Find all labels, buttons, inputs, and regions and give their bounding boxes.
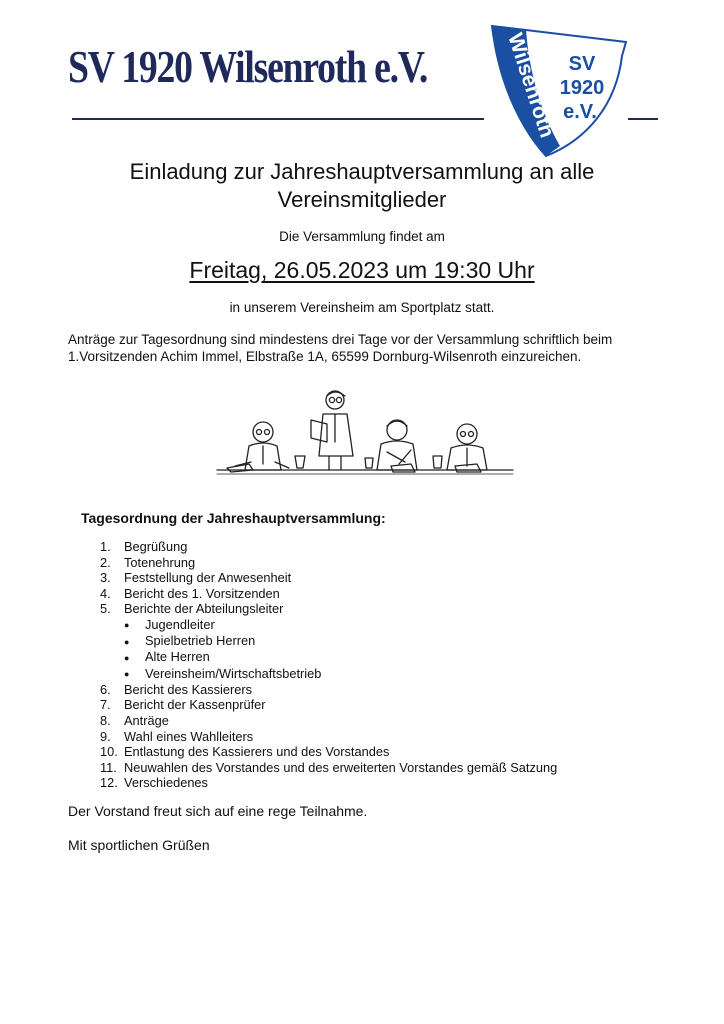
agenda-item — [100, 744, 680, 760]
header-rule-right — [628, 118, 658, 120]
agenda-item-label: Anträge — [124, 712, 169, 728]
bullet-icon: ● — [124, 669, 130, 680]
agenda-item — [100, 775, 680, 791]
bullet-icon: ● — [124, 620, 130, 631]
agenda-item-label: Bericht des Kassierers — [124, 681, 253, 697]
agenda-item-label: Verschiedenes — [124, 775, 208, 791]
meeting-location: in unserem Vereinsheim am Sportplatz statt. — [229, 300, 495, 315]
agenda-item-number: 1. — [100, 539, 111, 554]
crest-line3: e.V. — [563, 101, 597, 123]
agenda-item-label: Entlastung des Kassierers und des Vorstandes — [124, 744, 390, 760]
agenda-subitem-label: Jugendleiter — [145, 616, 215, 632]
agenda-item — [100, 760, 680, 776]
agenda-subitem-label: Alte Herren — [145, 649, 210, 665]
agenda-item-number: 9. — [100, 728, 111, 744]
agenda-item — [100, 586, 680, 602]
agenda-item — [100, 570, 680, 586]
agenda-item — [100, 729, 680, 745]
club-crest-logo — [486, 22, 632, 160]
agenda-item-number: 2. — [100, 554, 111, 570]
agenda-title: Tagesordnung der Jahreshauptversammlung: — [81, 510, 386, 526]
bullet-icon: ● — [124, 652, 130, 663]
agenda-subitem — [100, 666, 680, 682]
heading-line-1: Einladung zur Jahreshauptversammlung an alle — [129, 159, 595, 184]
agenda-subitem — [100, 617, 680, 633]
agenda-item-label: Wahl eines Wahlleiters — [124, 728, 254, 744]
greeting-line: Mit sportlichen Grüßen — [68, 837, 210, 853]
agenda-item-label: Neuwahlen des Vorstandes und des erweiterten Vorstandes gemäß Satzung — [124, 759, 558, 775]
agenda-item-number: 12. — [100, 775, 118, 791]
agenda-item — [100, 601, 680, 617]
agenda-item-number: 11. — [100, 759, 117, 775]
agenda-item — [100, 682, 680, 698]
agenda-subitem-label: Vereinsheim/Wirtschaftsbetrieb — [145, 665, 322, 681]
agenda-subitem — [100, 633, 680, 649]
invitation-heading — [60, 158, 664, 214]
crest-side-text: Wilsenroth — [503, 30, 559, 141]
agenda-list — [100, 539, 680, 791]
agenda-item-number: 6. — [100, 681, 111, 697]
header-rule-left — [72, 118, 484, 120]
club-name: SV 1920 Wilsenroth e.V. — [68, 41, 428, 92]
agenda-subitem-label: Spielbetrieb Herren — [145, 633, 256, 649]
agenda-item-label: Bericht des 1. Vorsitzenden — [124, 585, 280, 601]
crest-line2: 1920 — [559, 77, 605, 99]
agenda-item-number: 10. — [100, 744, 118, 760]
meeting-date: Freitag, 26.05.2023 um 19:30 Uhr — [189, 257, 535, 283]
agenda-subitem — [100, 649, 680, 665]
closing-line: Der Vorstand freut sich auf eine rege Teilnahme. — [68, 803, 368, 819]
agenda-item — [100, 697, 680, 713]
bullet-icon: ● — [124, 636, 130, 647]
agenda-item-number: 5. — [100, 601, 111, 617]
heading-line-2: Vereinsmitglieder — [277, 187, 447, 212]
meeting-intro: Die Versammlung findet am — [279, 229, 445, 244]
agenda-item — [100, 555, 680, 571]
agenda-item-number: 8. — [100, 712, 111, 728]
agenda-item-label: Feststellung der Anwesenheit — [124, 570, 292, 586]
agenda-item-number: 3. — [100, 570, 111, 586]
agenda-item-label: Berichte der Abteilungsleiter — [124, 601, 284, 617]
agenda-item-label: Begrüßung — [124, 539, 188, 554]
agenda-item — [100, 713, 680, 729]
agenda-item — [100, 539, 680, 555]
agenda-item-number: 4. — [100, 585, 111, 601]
agenda-item-label: Bericht der Kassenprüfer — [124, 697, 266, 713]
crest-line1: SV — [568, 53, 596, 75]
agenda-item-label: Totenehrung — [124, 554, 196, 570]
meeting-illustration — [215, 386, 515, 496]
motion-deadline-note: Anträge zur Tagesordnung sind mindestens drei Tage vor der Versammlung schriftlich beim 1.Vorsitzenden Achim Immel, Elbstraße 1A, 65599 Dornburg-Wilsenroth einzureichen. — [68, 332, 613, 364]
agenda-item-number: 7. — [100, 697, 111, 713]
